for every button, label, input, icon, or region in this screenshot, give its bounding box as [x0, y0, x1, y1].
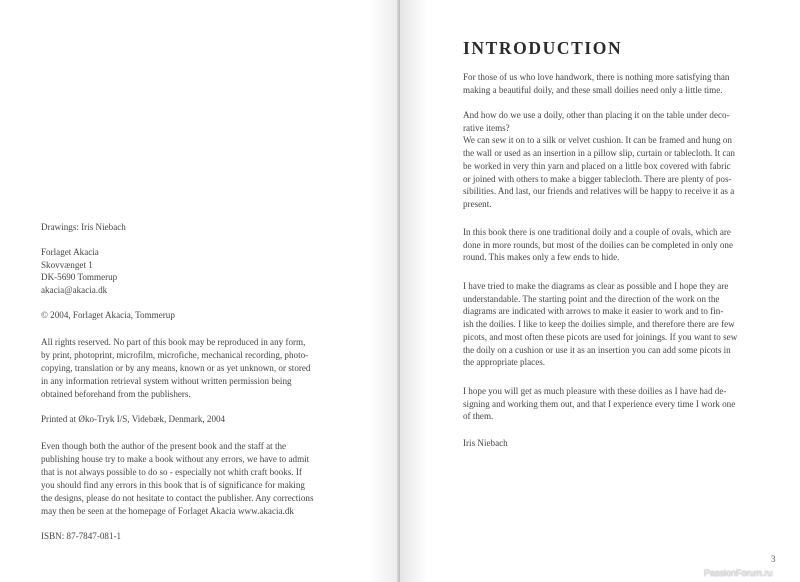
- copyright-notice: © 2004, Forlaget Akacia, Tommerup: [41, 310, 175, 320]
- errors-paragraph: Even though both the author of the present book and the staff at the publishing house try to make a book without any errors, we have to admit that is not always possible to do so - especially not whith craft books. If you should find any errors in this book that is of significance for making the designs, please do not hesitate to contact the publisher. Any corrections may then be seen at the homepage of Forlaget Akacia www.akacia.dk: [41, 440, 359, 517]
- rights-paragraph: All rights reserved. No part of this book may be reproduced in any form, by print, photoprint, microfilm, microfiche, mechanical recording, photo- copying, translation or by any means, known or as yet unknown, or stored in any information retrieval system without written permission being obtained beforehand from the publishers.: [41, 337, 311, 399]
- page-title: INTRODUCTION: [463, 38, 623, 58]
- intro-paragraph-4: I have tried to make the diagrams as clear as possible and I hope they are understandable. The starting point and the direction of the work on the diagrams are indicated with arrows to make it easier to work and to fin- ish the doilies. I like to keep the doilies simple, and therefore there are few picots, and most often these picots are used for joinings. If you want to sew the doily on a cushion or use it as an insertion you can add some picots in the appropriate places.: [463, 281, 738, 368]
- isbn: ISBN: 87-7847-081-1: [41, 531, 122, 541]
- intro-paragraph-3: In this book there is one traditional doily and a couple of ovals, which are done in more rounds, but most of the doilies can be completed in only one round. This makes only a few ends to hide.: [463, 227, 733, 263]
- publisher-postal: DK-5690 Tommerup: [41, 272, 118, 283]
- publisher-address: [41, 246, 359, 296]
- printer-line: Printed at Øko-Tryk I/S, Videbæk, Denmark, 2004: [41, 414, 226, 424]
- intro-paragraph-2: And how do we use a doily, other than placing it on the table under deco- rative items? We can sew it on to a silk or velvet cushion. It can be framed and hung on the wall or used as an insertion in a pillow slip, curtain or tablecloth. It can be worked in very thin yarn and placed on a little box covered with fabric or joined with others to make a bigger tablecloth. There are plenty of pos- sibilities. And last, our friends and relatives will be happy to receive it as a present.: [463, 110, 735, 209]
- drawings-credit: Drawings: Iris Niebach: [41, 222, 126, 232]
- intro-paragraph-5: I hope you will get as much pleasure with these doilies as I have had de- signing and working them out, and that I experience every time I work one of them.: [463, 386, 736, 422]
- intro-paragraph-1: For those of us who love handwork, there is nothing more satisfying than making a beautiful doily, and these small doilies need only a little time.: [463, 72, 730, 95]
- page-number: 3: [771, 554, 776, 564]
- author-signature: Iris Niebach: [463, 438, 508, 448]
- publisher-email: akacia@akacia.dk: [41, 284, 108, 295]
- publisher-name: Forlaget Akacia: [41, 247, 99, 257]
- watermark: PassionForum.ru: [704, 568, 773, 578]
- homepage-line: may then be seen at the homepage of Forlaget Akacia www.akacia.dk: [41, 505, 294, 516]
- publisher-street: Skovvænget 1: [41, 259, 93, 270]
